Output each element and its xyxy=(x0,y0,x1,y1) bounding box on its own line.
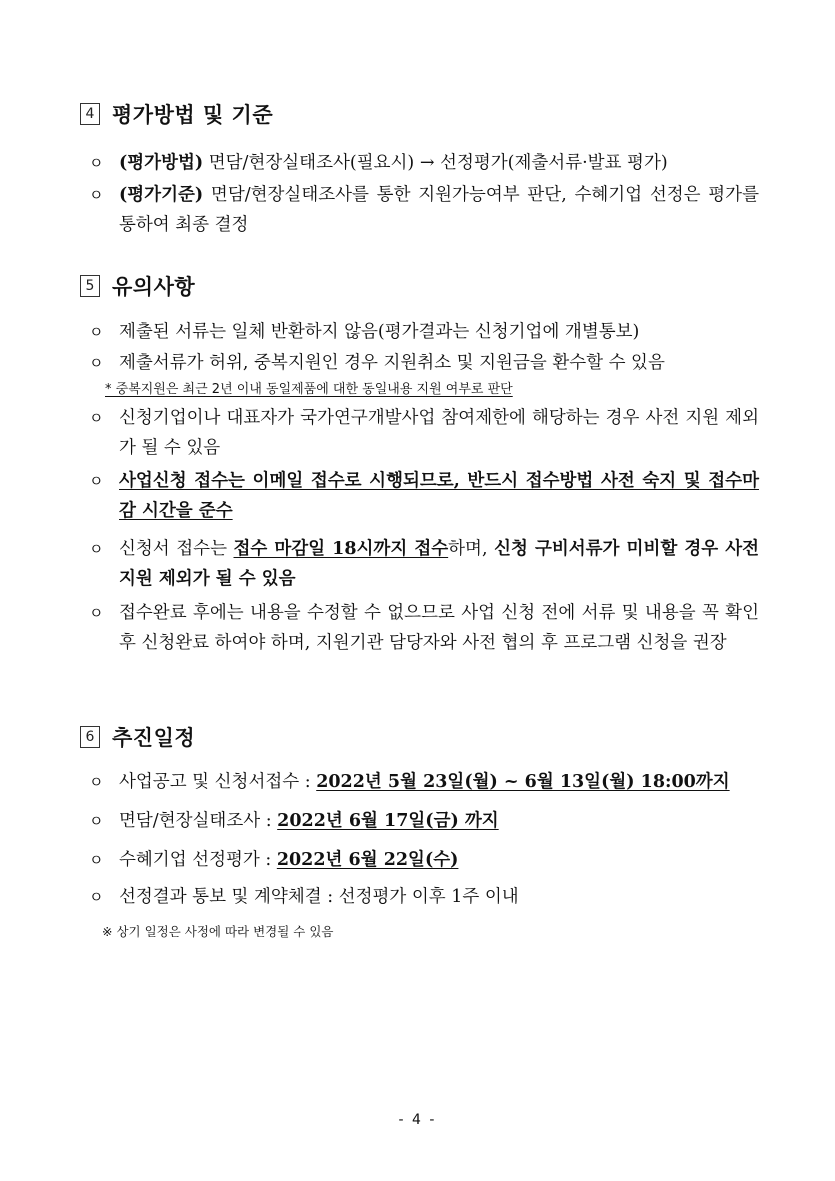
schedule-date: 2022년 6월 17일(금) 까지 xyxy=(277,811,499,831)
bullet-icon: ㅇ xyxy=(89,540,104,558)
list-item xyxy=(89,180,759,240)
list-item xyxy=(89,534,759,594)
bullet-icon: ㅇ xyxy=(89,472,104,490)
bullet-icon: ㅇ xyxy=(89,812,104,830)
item-text: 신청서 접수는 xyxy=(119,539,234,559)
schedule-date: 2022년 6월 22일(수) xyxy=(276,850,459,870)
bullet-icon: ㅇ xyxy=(89,154,104,172)
list-item xyxy=(89,466,759,526)
bullet-icon: ㅇ xyxy=(89,409,104,427)
item-text: 제출된 서류는 일체 반환하지 않음(평가결과는 신청기업에 개별통보) xyxy=(119,322,640,342)
item-emphasis: 접수 마감일 18시까지 접수 xyxy=(233,539,449,559)
section-number-box: 6 xyxy=(80,726,100,748)
page-number: - 4 - xyxy=(398,1112,437,1128)
item-emphasis: 신청 구비서류가 미비할 경우 사전 지원 제외가 될 수 있음 xyxy=(119,539,760,589)
bullet-icon: ㅇ xyxy=(89,354,104,372)
section-number-box: 4 xyxy=(80,103,100,125)
list-item xyxy=(89,317,759,347)
section-title: 추진일정 xyxy=(112,726,196,750)
item-text: 면담/현장실태조사를 통한 지원가능여부 판단, 수혜기업 선정은 평가를 통하여 최종 결정 xyxy=(119,185,759,235)
schedule-item xyxy=(89,845,759,875)
schedule-label: 선정결과 통보 및 계약체결 : 선정평가 이후 1주 이내 xyxy=(119,887,519,907)
list-item xyxy=(89,598,759,658)
bullet-icon: ㅇ xyxy=(89,773,104,791)
schedule-label: 수혜기업 선정평가 : xyxy=(119,850,277,870)
item-text: 제출서류가 허위, 중복지원인 경우 지원취소 및 지원금을 환수할 수 있음 xyxy=(119,353,665,373)
schedule-note: ※ 상기 일정은 사정에 따라 변경될 수 있음 xyxy=(102,924,334,939)
section-4-heading xyxy=(80,99,273,129)
section-5-heading xyxy=(80,271,195,301)
note-text: * 중복지원은 최근 2년 이내 동일제품에 대한 동일내용 지원 여부로 판단 xyxy=(105,382,513,397)
schedule-item xyxy=(89,882,759,912)
item-text: 신청기업이나 대표자가 국가연구개발사업 참여제한에 해당하는 경우 사전 지원 제외가 될 수 있음 xyxy=(119,408,759,458)
item-text: 하며, xyxy=(448,539,495,559)
bullet-icon: ㅇ xyxy=(89,851,104,869)
list-item xyxy=(89,148,759,178)
section-number-box: 5 xyxy=(80,275,100,297)
schedule-label: 면담/현장실태조사 : xyxy=(119,811,278,831)
schedule-date: 2022년 5월 23일(월) ~ 6월 13일(월) 18:00까지 xyxy=(316,772,730,792)
list-item xyxy=(89,348,759,378)
bullet-icon: ㅇ xyxy=(89,186,104,204)
schedule-item xyxy=(89,806,759,836)
section-title: 유의사항 xyxy=(112,275,196,299)
bullet-icon: ㅇ xyxy=(89,604,104,622)
section-title: 평가방법 및 기준 xyxy=(112,103,274,127)
section-6-heading xyxy=(80,722,195,752)
bullet-icon: ㅇ xyxy=(89,888,104,906)
schedule-item xyxy=(89,767,759,797)
list-item xyxy=(89,403,759,463)
item-text: 사업신청 접수는 이메일 접수로 시행되므로, 반드시 접수방법 사전 숙지 및 접수마감 시간을 준수 xyxy=(119,471,759,521)
item-text: 면담/현장실태조사(필요시) → 선정평가(제출서류·발표 평가) xyxy=(203,153,668,173)
item-text: 접수완료 후에는 내용을 수정할 수 없으므로 사업 신청 전에 서류 및 내용을 꼭 확인 후 신청완료 하여야 하며, 지원기관 담당자와 사전 협의 후 프로그램 신청을 권장 xyxy=(119,603,759,653)
item-label: (평가방법) xyxy=(119,153,204,173)
item-label: (평가기준) xyxy=(119,185,204,205)
schedule-label: 사업공고 및 신청서접수 : xyxy=(119,772,317,792)
bullet-icon: ㅇ xyxy=(89,323,104,341)
